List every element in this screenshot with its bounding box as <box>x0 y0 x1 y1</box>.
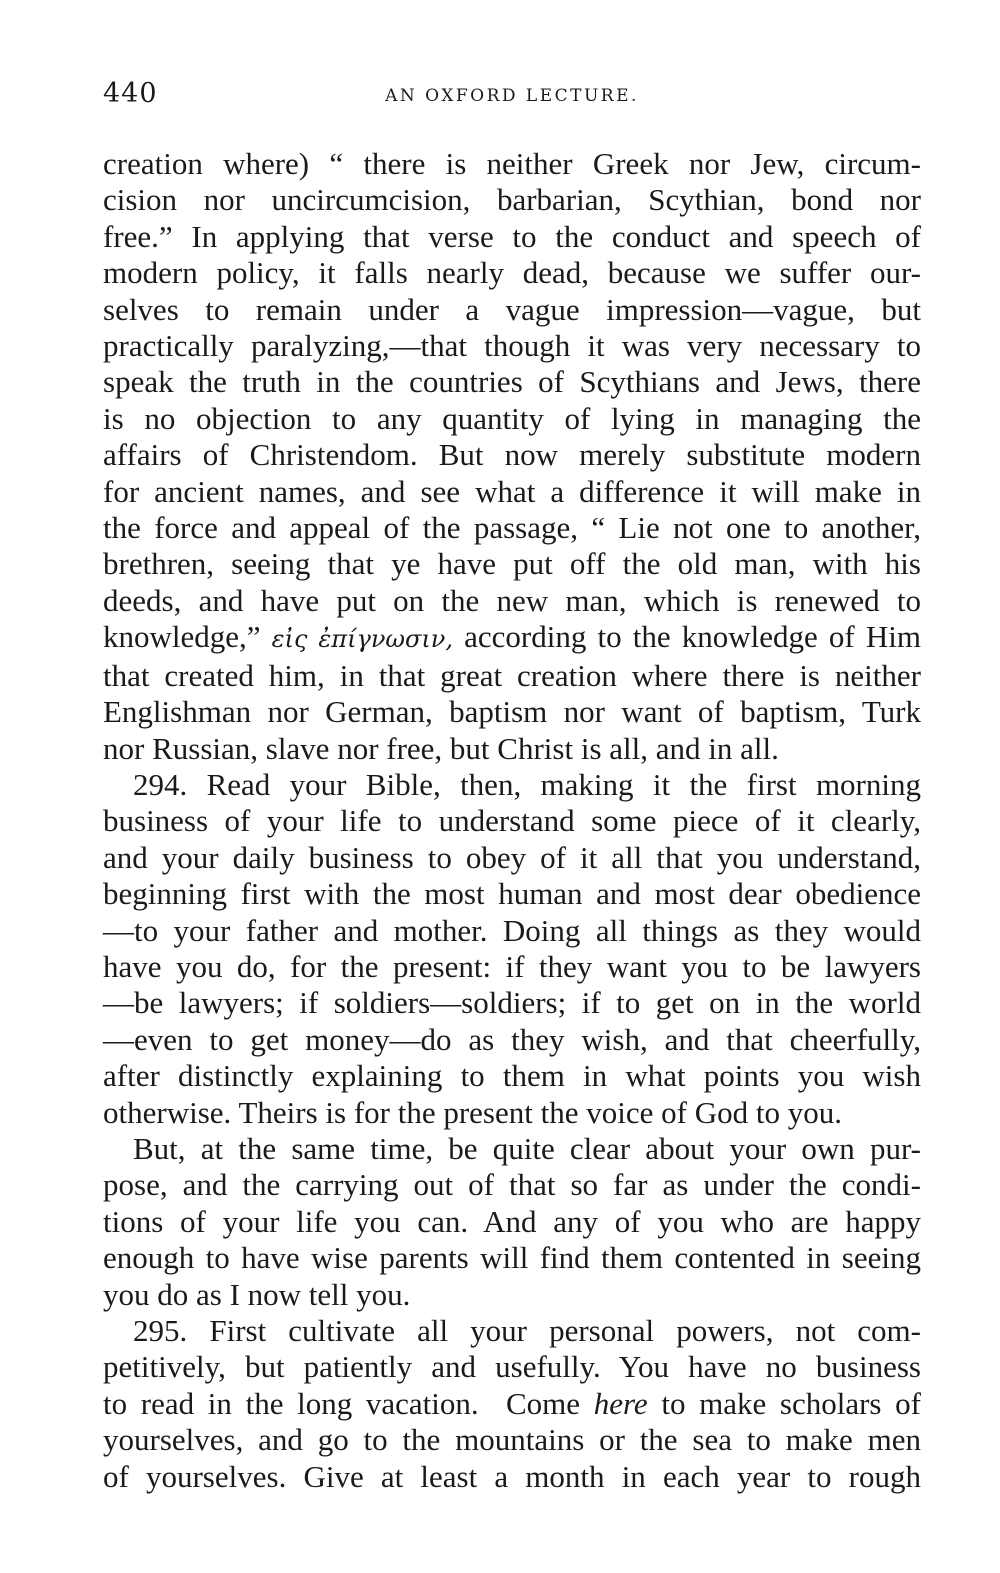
text-line: creation where) “ there is neither Greek nor Jew, circum- <box>103 146 921 181</box>
text-line: free.” In applying that verse to the conduct and speech of <box>103 218 921 254</box>
text-line: practically paralyzing,—that though it was very necessary to <box>103 328 921 364</box>
text-line: beginning first with the most human and most dear obedience <box>103 876 921 912</box>
text-line: is no objection to any quantity of lying in managing the <box>103 400 921 436</box>
text-line: enough to have wise parents will find them contented in seeing <box>103 1240 921 1276</box>
text-line: Englishman nor German, baptism nor want of baptism, Turk <box>103 694 921 730</box>
paragraph-start: But, at the same time, be quite clear about your own pur- <box>133 1130 921 1166</box>
page-number: 440 <box>103 78 158 109</box>
text-line: speak the truth in the countries of Scythians and Jews, there <box>103 364 921 400</box>
greek-phrase: εἰς ἐπίγνωσιν, <box>271 625 453 654</box>
text-line: otherwise. Theirs is for the present the voice of God to you. <box>103 1094 842 1130</box>
paragraph-295-start: 295. First cultivate all your personal powers, not com- <box>133 1313 921 1348</box>
text-line: deeds, and have put on the new man, which is renewed to <box>103 582 921 618</box>
text-line: brethren, seeing that ye have put off the old man, with his <box>103 546 921 582</box>
italic-word: here <box>593 1385 648 1421</box>
page-header <box>103 78 921 118</box>
text-line: that created him, in that great creation where there is neither <box>103 657 921 693</box>
text-line: have you do, for the present: if they want you to be lawyers <box>103 948 921 984</box>
paragraph-294-start: 294. Read your Bible, then, making it the first morning <box>133 766 921 802</box>
body-text <box>103 146 921 1495</box>
text-line: cision nor uncircumcision, barbarian, Scythian, bond nor <box>103 182 921 218</box>
text-line: of yourselves. Give at least a month in each year to rough <box>103 1458 921 1494</box>
text-line: tions of your life you can. And any of you who are happy <box>103 1203 921 1239</box>
text-segment: Come <box>506 1385 594 1421</box>
text-line: nor Russian, slave nor free, but Christ is all, and in all. <box>103 730 779 766</box>
text-segment: to read in the long vacation. <box>103 1385 479 1421</box>
text-line: modern policy, it falls nearly dead, because we suffer our- <box>103 255 921 291</box>
text-line: and your daily business to obey of it all that you understand, <box>103 839 921 875</box>
text-segment: to make scholars of <box>647 1385 921 1421</box>
running-head: AN OXFORD LECTURE. <box>385 86 639 106</box>
text-line: selves to remain under a vague impression—vague, but <box>103 291 921 327</box>
text-line: petitively, but patiently and usefully. You have no business <box>103 1349 921 1385</box>
text-line-with-italic <box>103 1386 921 1422</box>
text-line: yourselves, and go to the mountains or the sea to make men <box>103 1422 921 1458</box>
text-segment: according to the knowledge of Him <box>453 619 921 655</box>
text-line: —to your father and mother. Doing all things as they would <box>103 912 921 948</box>
text-line: you do as I now tell you. <box>103 1276 411 1312</box>
text-line: affairs of Christendom. But now merely substitute modern <box>103 437 921 473</box>
text-line: after distinctly explaining to them in what points you wish <box>103 1058 921 1094</box>
text-line: —be lawyers; if soldiers—soldiers; if to get on in the world <box>103 985 921 1021</box>
text-line-with-greek <box>103 619 921 657</box>
text-line: the force and appeal of the passage, “ Lie not one to another, <box>103 510 921 546</box>
text-line: business of your life to understand some piece of it clearly, <box>103 803 921 839</box>
text-line: —even to get money—do as they wish, and that cheerfully, <box>103 1021 921 1057</box>
text-segment: knowledge,” <box>103 619 272 655</box>
text-line: pose, and the carrying out of that so far as under the condi- <box>103 1167 921 1203</box>
text-line: for ancient names, and see what a difference it will make in <box>103 473 921 509</box>
